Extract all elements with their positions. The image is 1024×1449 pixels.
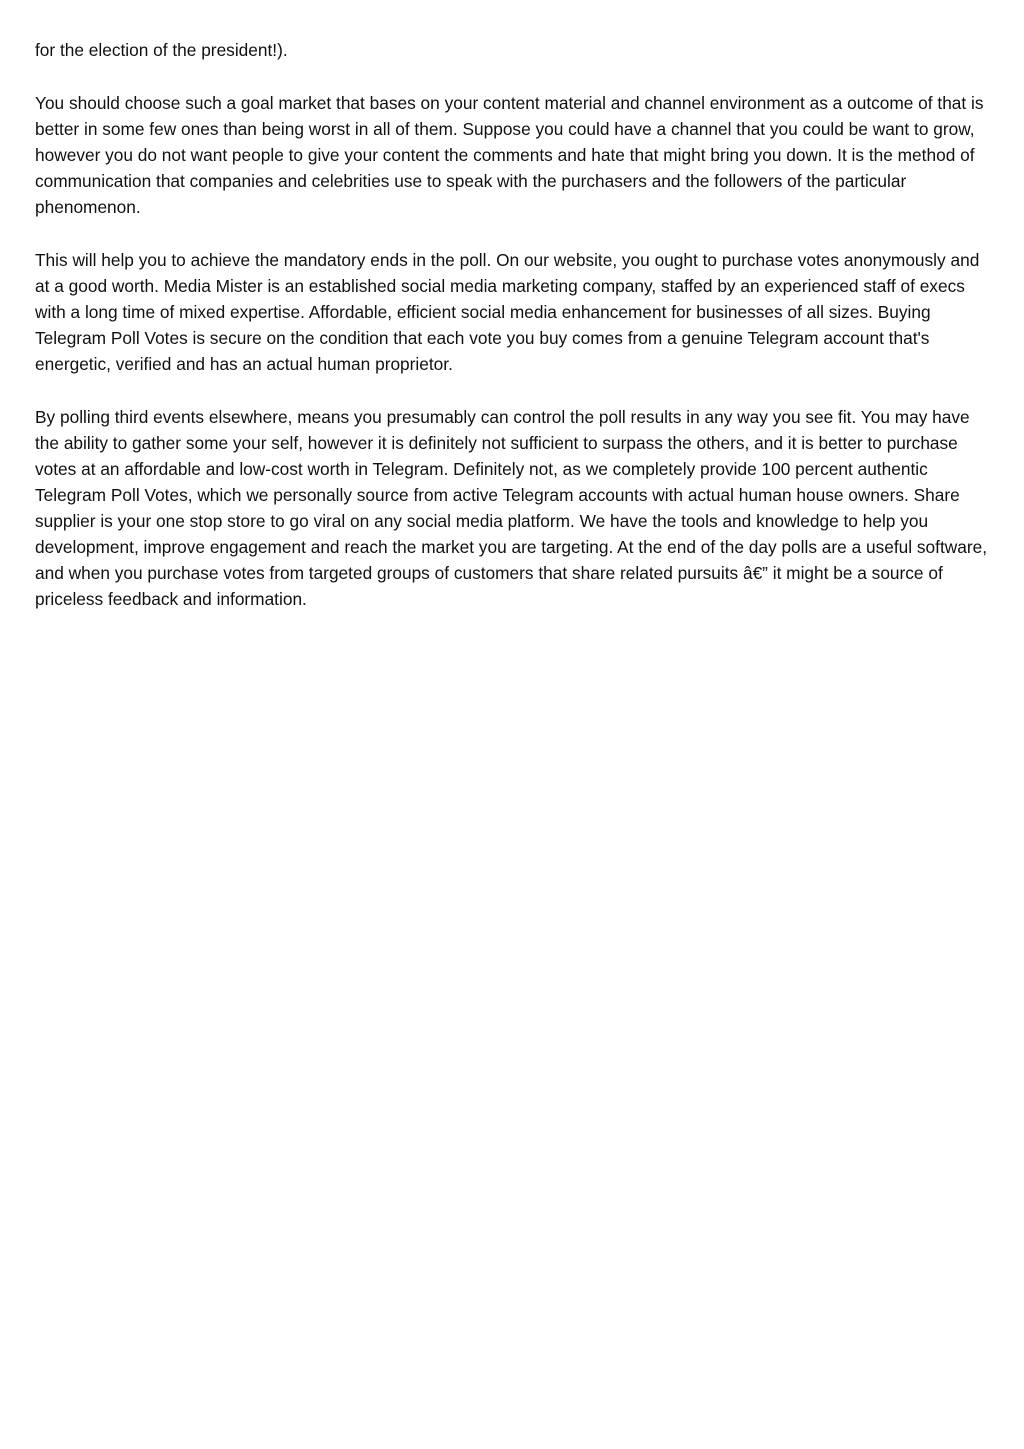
paragraph-2: You should choose such a goal market that bases on your content material and channel environment as a outcome of that is better in some few ones than being worst in all of them. Suppose you could have a channel that you could be want to grow, however you do not want people to give your content the comments and hate that might bring you down. It is the method of communication that companies and celebrities use to speak with the purchasers and the followers of the particular phenomenon.: [35, 93, 984, 217]
document-body: [35, 37, 993, 639]
paragraph-1: for the election of the president!).: [35, 40, 288, 60]
paragraph-4: By polling third events elsewhere, means you presumably can control the poll results in any way you see fit. You may have the ability to gather some your self, however it is definitely not sufficient to surpass the others, and it is better to purchase votes at an affordable and low-cost worth in Telegram. Definitely not, as we completely provide 100 percent authentic Telegram Poll Votes, which we personally source from active Telegram accounts with actual human house owners. Share supplier is your one stop store to go viral on any social media platform. We have the tools and knowledge to help you development, improve engagement and reach the market you are targeting. At the end of the day polls are a useful software, and when you purchase votes from targeted groups of customers that share related pursuits â€” it might be a source of priceless feedback and information.: [35, 407, 988, 609]
paragraph-3: This will help you to achieve the mandatory ends in the poll. On our website, you ought to purchase votes anonymously and at a good worth. Media Mister is an established social media marketing company, staffed by an experienced staff of execs with a long time of mixed expertise. Affordable, efficient social media enhancement for businesses of all sizes. Buying Telegram Poll Votes is secure on the condition that each vote you buy comes from a genuine Telegram account that's energetic, verified and has an actual human proprietor.: [35, 250, 980, 374]
